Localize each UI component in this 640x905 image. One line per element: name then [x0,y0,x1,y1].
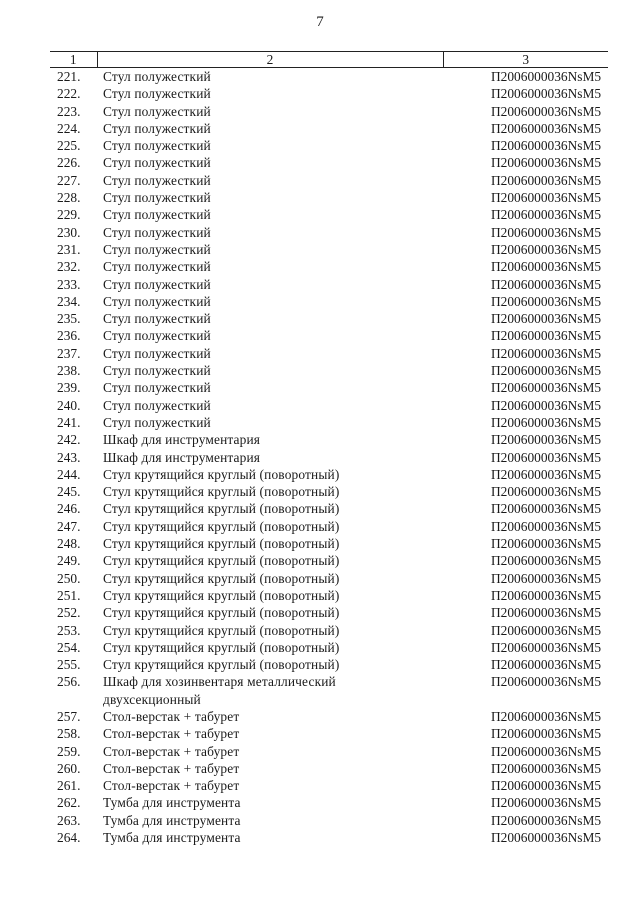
item-code: П2006000036NsM5 [491,397,602,413]
item-code: П2006000036NsM5 [491,432,602,448]
item-name: Стул крутящийся круглый (поворотный) [103,570,340,586]
item-code: П2006000036NsM5 [491,708,602,724]
table-row [50,743,608,760]
row-number: 249. [57,553,81,569]
item-code: П2006000036NsM5 [491,69,602,84]
item-code: П2006000036NsM5 [491,224,602,240]
row-number: 247. [57,518,81,534]
table-row [50,431,608,448]
item-code: П2006000036NsM5 [491,172,602,188]
item-code: П2006000036NsM5 [491,328,602,344]
item-code: П2006000036NsM5 [491,605,602,621]
item-code: П2006000036NsM5 [491,484,602,500]
item-code: П2006000036NsM5 [491,120,602,136]
item-code: П2006000036NsM5 [491,293,602,309]
row-number: 240. [57,397,81,413]
item-code: П2006000036NsM5 [491,311,602,327]
item-name: Стул полужесткий [103,138,211,154]
row-number: 238. [57,363,81,379]
item-code: П2006000036NsM5 [491,830,602,846]
row-number: 235. [57,311,81,327]
table-row [50,794,608,811]
row-number: 228. [57,190,81,206]
item-name: Стул полужесткий [103,363,211,379]
row-number: 236. [57,328,81,344]
row-number: 224. [57,120,81,136]
item-code: П2006000036NsM5 [491,241,602,257]
item-name: Стул полужесткий [103,103,211,119]
table-row [50,189,608,206]
item-name: Стул крутящийся круглый (поворотный) [103,622,340,638]
row-number: 244. [57,466,81,482]
row-number: 248. [57,536,81,552]
item-name: Стул крутящийся круглый (поворотный) [103,605,340,621]
item-name: Стул крутящийся круглый (поворотный) [103,466,340,482]
item-name: Тумба для инструмента [103,812,241,828]
inventory-table [50,51,608,846]
row-number: 259. [57,743,81,759]
item-name: Стул полужесткий [103,155,211,171]
table-row [50,293,608,310]
item-name: Стул полужесткий [103,345,211,361]
item-code: П2006000036NsM5 [491,639,602,655]
item-name: Стул полужесткий [103,172,211,188]
row-number: 230. [57,224,81,240]
item-name: Тумба для инструмента [103,795,241,811]
table-row [50,604,608,621]
row-number: 251. [57,587,81,603]
item-code: П2006000036NsM5 [491,466,602,482]
table-row [50,639,608,656]
row-number: 261. [57,778,81,794]
item-name: Стол-верстак + табурет [103,743,240,759]
item-name: Стол-верстак + табурет [103,726,240,742]
row-number: 227. [57,172,81,188]
item-name: Стул полужесткий [103,69,211,84]
item-name: Стол-верстак + табурет [103,778,240,794]
item-code: П2006000036NsM5 [491,86,602,102]
item-name: Тумба для инструмента [103,830,241,846]
item-name: Стул крутящийся круглый (поворотный) [103,587,340,603]
item-name: Стул полужесткий [103,224,211,240]
item-name: Стул полужесткий [103,86,211,102]
table-row [50,327,608,344]
table-row [50,622,608,639]
item-code: П2006000036NsM5 [491,760,602,776]
table-header [50,52,608,68]
item-code: П2006000036NsM5 [491,553,602,569]
item-code: П2006000036NsM5 [491,259,602,275]
item-name: Стул полужесткий [103,293,211,309]
item-code: П2006000036NsM5 [491,380,602,396]
table-row [50,68,608,86]
item-name: Стул крутящийся круглый (поворотный) [103,484,340,500]
page-number: 7 [316,14,324,30]
item-name: Стул полужесткий [103,276,211,292]
table-row [50,777,608,794]
item-code: П2006000036NsM5 [491,570,602,586]
item-code: П2006000036NsM5 [491,190,602,206]
item-name: Стул крутящийся круглый (поворотный) [103,639,340,655]
item-code: П2006000036NsM5 [491,414,602,430]
item-name: Шкаф для инструментария [103,449,261,465]
table-row [50,552,608,569]
row-number: 223. [57,103,81,119]
row-number: 221. [57,69,81,84]
item-code: П2006000036NsM5 [491,155,602,171]
table-row [50,656,608,673]
item-code: П2006000036NsM5 [491,345,602,361]
row-number: 257. [57,708,81,724]
row-number: 253. [57,622,81,638]
item-name: Стул полужесткий [103,190,211,206]
table-row [50,829,608,846]
row-number: 250. [57,570,81,586]
table-row [50,725,608,742]
item-code: П2006000036NsM5 [491,138,602,154]
item-name: Стул крутящийся круглый (поворотный) [103,501,340,517]
row-number: 233. [57,276,81,292]
table-row [50,362,608,379]
table-row [50,466,608,483]
item-name: Стул полужесткий [103,311,211,327]
table-row [50,673,608,708]
row-number: 226. [57,155,81,171]
row-number: 258. [57,726,81,742]
item-code: П2006000036NsM5 [491,501,602,517]
item-code: П2006000036NsM5 [491,363,602,379]
table-row [50,535,608,552]
item-code: П2006000036NsM5 [491,276,602,292]
table-row [50,224,608,241]
row-number: 264. [57,830,81,846]
table-row [50,172,608,189]
item-name: Стул крутящийся круглый (поворотный) [103,553,340,569]
item-name: Шкаф для инструментария [103,432,261,448]
item-code: П2006000036NsM5 [491,795,602,811]
row-number: 246. [57,501,81,517]
item-name: Стол-верстак + табурет [103,708,240,724]
item-code: П2006000036NsM5 [491,812,602,828]
table-row [50,760,608,777]
row-number: 222. [57,86,81,102]
item-name: Стул полужесткий [103,207,211,223]
item-code: П2006000036NsM5 [491,587,602,603]
item-code: П2006000036NsM5 [491,674,602,690]
row-number: 225. [57,138,81,154]
item-code: П2006000036NsM5 [491,103,602,119]
row-number: 237. [57,345,81,361]
item-name: Стул полужесткий [103,414,211,430]
header-row [50,52,608,68]
row-number: 254. [57,639,81,655]
row-number: 232. [57,259,81,275]
item-code: П2006000036NsM5 [491,657,602,673]
table-row [50,518,608,535]
table-row [50,154,608,171]
row-number: 241. [57,414,81,430]
item-code: П2006000036NsM5 [491,449,602,465]
item-name: Стул полужесткий [103,259,211,275]
item-code: П2006000036NsM5 [491,778,602,794]
table-row [50,812,608,829]
item-name: Стул полужесткий [103,397,211,413]
table-row [50,276,608,293]
item-code: П2006000036NsM5 [491,518,602,534]
item-name: Стул крутящийся круглый (поворотный) [103,657,340,673]
row-number: 229. [57,207,81,223]
item-name: Стул крутящийся круглый (поворотный) [103,536,340,552]
row-number: 256. [57,674,81,690]
item-name: Стул полужесткий [103,328,211,344]
row-number: 231. [57,241,81,257]
table-row [50,570,608,587]
table-row [50,379,608,396]
row-number: 252. [57,605,81,621]
row-number: 262. [57,795,81,811]
table-row [50,258,608,275]
table-row [50,397,608,414]
item-code: П2006000036NsM5 [491,726,602,742]
row-number: 239. [57,380,81,396]
item-name: Стул крутящийся круглый (поворотный) [103,518,340,534]
column-header-3: 3 [443,52,608,68]
row-number: 263. [57,812,81,828]
row-number: 234. [57,293,81,309]
table-row [50,310,608,327]
item-name: Шкаф для хозинвентаря металлический двухсекционный [103,674,336,707]
item-name: Стул полужесткий [103,380,211,396]
row-number: 243. [57,449,81,465]
item-name: Стул полужесткий [103,241,211,257]
table-row [50,500,608,517]
column-header-1: 1 [50,52,97,68]
table-row [50,206,608,223]
table-row [50,449,608,466]
table-row [50,103,608,120]
table-row [50,414,608,431]
table-row [50,483,608,500]
row-number: 260. [57,760,81,776]
table-row [50,345,608,362]
table-body [50,68,608,847]
row-number: 245. [57,484,81,500]
table-row [50,137,608,154]
table-row [50,708,608,725]
row-number: 242. [57,432,81,448]
table-row [50,120,608,137]
item-code: П2006000036NsM5 [491,743,602,759]
item-name: Стол-верстак + табурет [103,760,240,776]
item-code: П2006000036NsM5 [491,536,602,552]
item-code: П2006000036NsM5 [491,207,602,223]
table-row [50,241,608,258]
row-number: 255. [57,657,81,673]
column-header-2: 2 [97,52,443,68]
item-code: П2006000036NsM5 [491,622,602,638]
item-name: Стул полужесткий [103,120,211,136]
table-row [50,587,608,604]
table-row [50,85,608,102]
